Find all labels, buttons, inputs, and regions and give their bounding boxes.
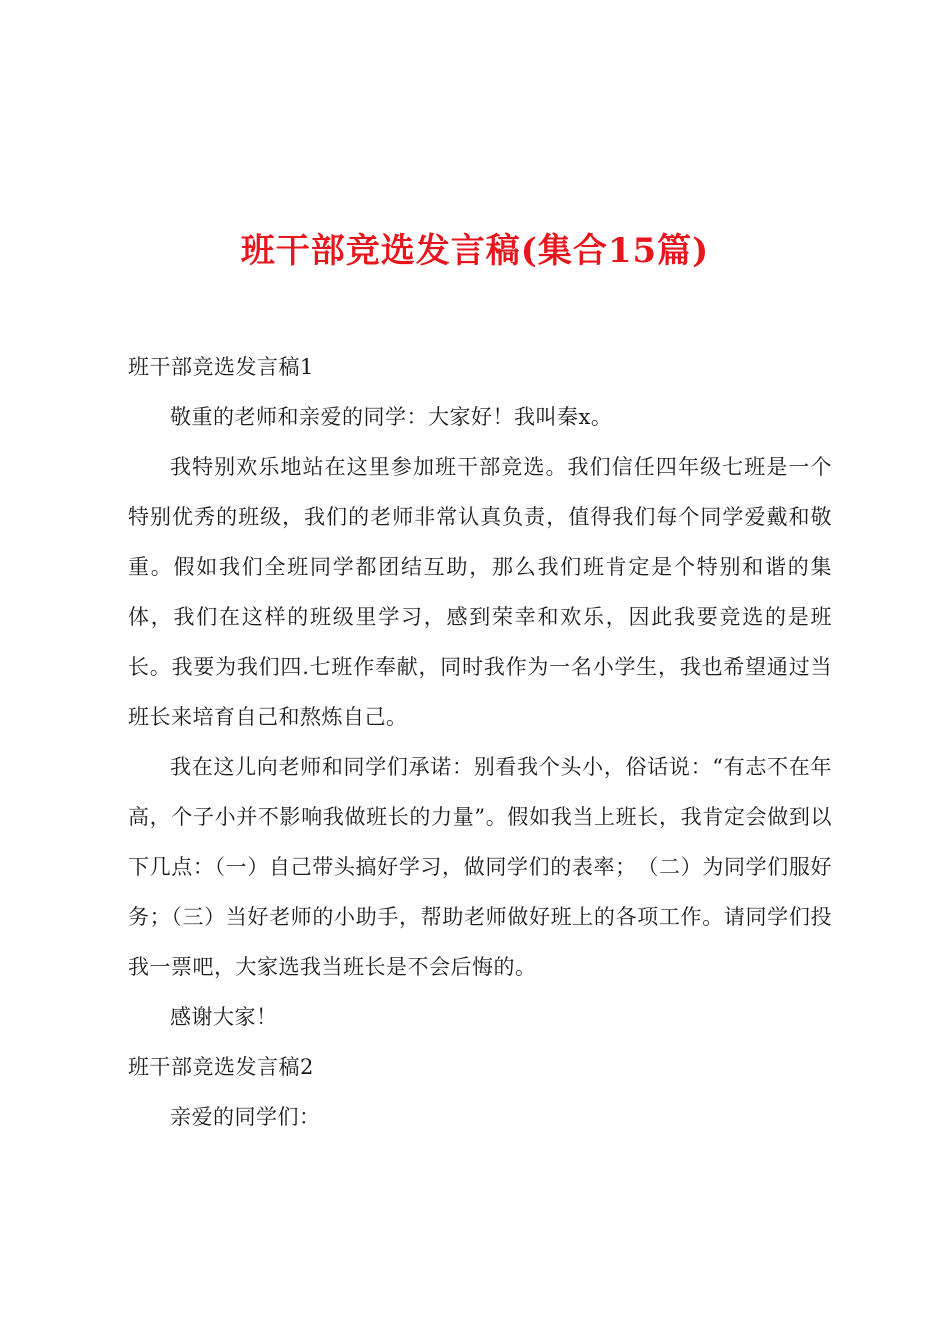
document-body: [128, 342, 832, 1142]
paragraph: 感谢大家！: [170, 1005, 278, 1029]
paragraph: 亲爱的同学们：: [170, 1105, 321, 1129]
paragraph: 敬重的老师和亲爱的同学：大家好！我叫秦x。: [170, 405, 613, 429]
paragraph: 我特别欢乐地站在这里参加班干部竞选。我们信任四年级七班是一个特别优秀的班级，我们的老师非常认真负责，值得我们每个同学爱戴和敬重。假如我们全班同学都团结互助，那么我们班肯定是个特别和谐的集体，我们在这样的班级里学习，感到荣幸和欢乐，因此我要竞选的是班长。我要为我们四.七班作奉献，同时我作为一名小学生，我也希望通过当班长来培育自己和熬炼自己。: [128, 455, 832, 729]
paragraph: 我在这儿向老师和同学们承诺：别看我个头小，俗话说：“有志不在年高，个子小并不影响我做班长的力量”。假如我当上班长，我肯定会做到以下几点：（一）自己带头搞好学习，做同学们的表率； （二）为同学们服好务；（三）当好老师的小助手，帮助老师做好班上的各项工作。请同学们投我一票吧，大家选我当班长是不会后悔的。: [128, 755, 832, 979]
section-heading: 班干部竞选发言稿2: [128, 1055, 314, 1079]
section-heading: 班干部竞选发言稿1: [128, 355, 314, 379]
document-title: 班干部竞选发言稿(集合15篇): [240, 230, 710, 271]
